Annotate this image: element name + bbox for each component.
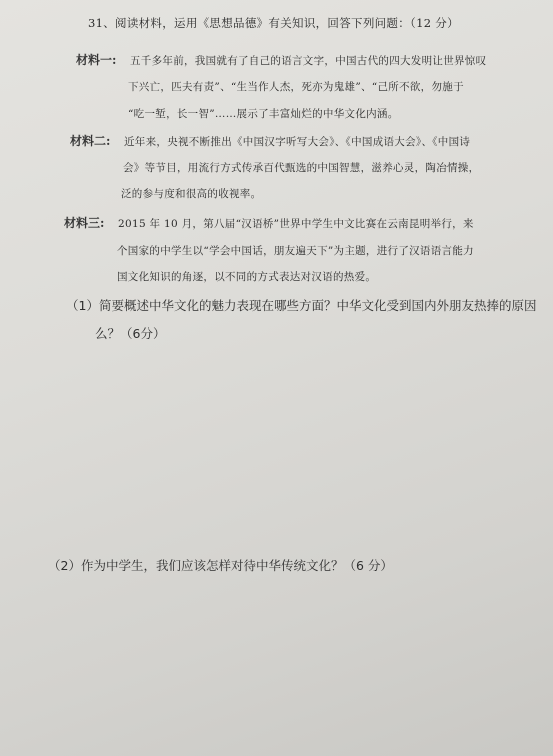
material-2-line-3: 泛的参与度和很高的收视率。: [121, 188, 262, 200]
answer-area-2: [44, 585, 524, 745]
material-1-line-1: 五千多年前，我国就有了自己的语言文字，中国古代的四大发明让世界惊叹: [130, 55, 487, 67]
material-3-line-1: 2015 年 10 月，第八届“汉语桥”世界中学生中文比赛在云南昆明举行，来: [118, 218, 474, 230]
material-1-line-3: “吃一堑，长一智”……展示了丰富灿烂的中华文化内涵。: [128, 108, 399, 120]
subquestion-1-line-2: 么？（6分）: [95, 326, 166, 341]
subquestion-1-line-1: （1）简要概述中华文化的魅力表现在哪些方面？中华文化受到国内外朋友热捧的原因: [66, 298, 537, 313]
material-1-line-2: 下兴亡，匹夫有责”、“生当作人杰，死亦为鬼雄”、“己所不欲，勿施于: [128, 81, 464, 93]
subquestion-2-line-1: （2）作为中学生，我们应该怎样对待中华传统文化？（6 分）: [48, 558, 393, 573]
material-1-label: 材料一:: [76, 53, 117, 67]
question-title: 31、阅读材料，运用《思想品德》有关知识，回答下列问题：（12 分）: [88, 16, 459, 30]
material-2-line-1: 近年来，央视不断推出《中国汉字听写大会》、《中国成语大会》、《中国诗: [124, 136, 471, 148]
material-3-label: 材料三:: [64, 216, 105, 230]
answer-area-1: [60, 350, 540, 540]
material-2-line-2: 会》等节目，用流行方式传承百代甄选的中国智慧，滋养心灵，陶冶情操，: [123, 162, 480, 174]
material-2-label: 材料二:: [70, 134, 111, 148]
material-3-line-3: 国文化知识的角逐，以不同的方式表达对汉语的热爱。: [117, 271, 377, 283]
material-3-line-2: 个国家的中学生以“学会中国话，朋友遍天下”为主题，进行了汉语语言能力: [117, 245, 474, 257]
